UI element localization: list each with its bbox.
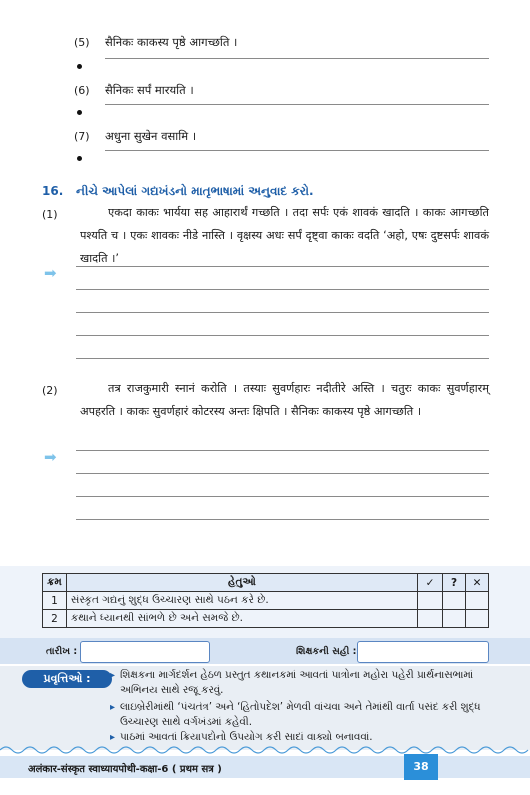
cross-cell[interactable] [466,610,489,628]
bullet-icon: ▸ [110,670,116,681]
item-number: (6) [74,84,90,97]
bullet-dot [77,64,82,69]
question-number: 16. [42,184,64,198]
question-cell[interactable] [443,592,466,610]
answer-line [76,496,489,497]
activity-item: પાઠમાં આવતાં ક્રિયાપદોનો ઉપયોગ કરી સાદાં વાક્યો બનાવવાં. [120,731,373,743]
check-cell[interactable] [418,610,443,628]
answer-line [105,58,489,59]
date-label: તારીખ : [46,646,78,657]
page-number: 38 [404,754,438,780]
table-row [43,592,489,610]
arrow-icon: ➡ [44,264,57,282]
answer-line [76,266,489,267]
answer-line [105,104,489,105]
table-header-row [43,574,489,592]
activity-item: લાઇબ્રેરીમાંથી ‘પંચતંત્ર’ અને ‘હિતોપદેશ’ મેળવી વાંચવા અને તેમાંથી વાર્તા પસંદ કરી શુદ્ધ ઉચ્ચારણ સાથે વર્ગખંડમાં કહેવી. [120,701,481,728]
teacher-signature-label: શિક્ષકની સહી : [296,646,357,657]
answer-line [76,335,489,336]
date-field[interactable] [80,641,210,663]
passage-text: तत्र राजकुमारी स्नानं करोति । तस्याः सुवर्णहारः नदीतीरे अस्ति । चतुरः काकः सुवर्णहारम् अपहरति । काकः सुवर्णहारं कोटरस्य अन्तः क्षिपति । सैनिकः काकस्य पृष्ठे आगच्छति । [80,382,489,418]
answer-line [76,289,489,290]
question-title: નીચે આપેલાં ગદ્યખંડનો માતૃભાષામાં અનુવાદ કરો. [76,184,314,198]
answer-line [76,519,489,520]
footer-title: अलंकार-संस्कृत स्वाध्यायपोथी-कक्षा-6 ( प्रथम सत्र ) [28,764,222,775]
question-cell[interactable] [443,610,466,628]
bullet-icon: ▸ [110,732,116,743]
teacher-signature-field[interactable] [357,641,489,663]
answer-line [76,450,489,451]
cross-cell[interactable] [466,592,489,610]
bullet-dot [77,110,82,115]
row-objective: કથાને ધ્યાનથી સાંભળે છે અને સમજે છે. [66,610,417,628]
bullet-icon: ▸ [110,702,116,713]
col-header-cross: ✕ [466,574,489,592]
col-header-objectives: હેતુઓ [66,574,417,592]
answer-line [105,150,489,151]
evaluation-table [42,573,489,628]
passage-text: एकदा काकः भार्यया सह आहारार्थं गच्छति । तदा सर्पः एकं शावकं खादति । काकः आगच्छति पश्यति च । एकः शावकः नीडे नास्ति । वृक्षस्य अधः सर्पं दृष्ट्वा काकः वदति ‘अहो, एषः दुष्टसर्पः शावकं खादति ।’ [80,206,489,265]
row-serial: 2 [43,610,67,628]
answer-line [76,312,489,313]
answer-line [76,358,489,359]
passage-number: (1) [42,208,58,221]
col-header-check: ✓ [418,574,443,592]
row-serial: 1 [43,592,67,610]
row-objective: સંસ્કૃત ગદ્યનું શુદ્ધ ઉચ્ચારણ સાથે પઠન કરે છે. [66,592,417,610]
item-sentence: सैनिकः काकस्य पृष्ठे आगच्छति । [105,35,238,49]
wave-border [0,744,530,756]
item-sentence: सैनिकः सर्पं मारयति । [105,83,194,97]
col-header-serial: ક્રમ [43,574,67,592]
activity-item: શિક્ષકના માર્ગદર્શન હેઠળ પ્રસ્તુત કથાનકમાં આવતાં પાત્રોના મહોરા પહેરી પ્રાર્થનાસભામાં અભિનય સાથે રજૂ કરવું. [120,669,474,696]
passage-number: (2) [42,384,58,397]
arrow-icon: ➡ [44,448,57,466]
answer-line [76,473,489,474]
item-number: (7) [74,130,90,143]
activities-tag: પ્રવૃત્તિઓ : [22,670,112,688]
item-number: (5) [74,36,90,49]
table-row [43,610,489,628]
check-cell[interactable] [418,592,443,610]
bullet-dot [77,156,82,161]
col-header-question: ? [443,574,466,592]
item-sentence: अधुना सुखेन वसामि । [105,129,197,143]
